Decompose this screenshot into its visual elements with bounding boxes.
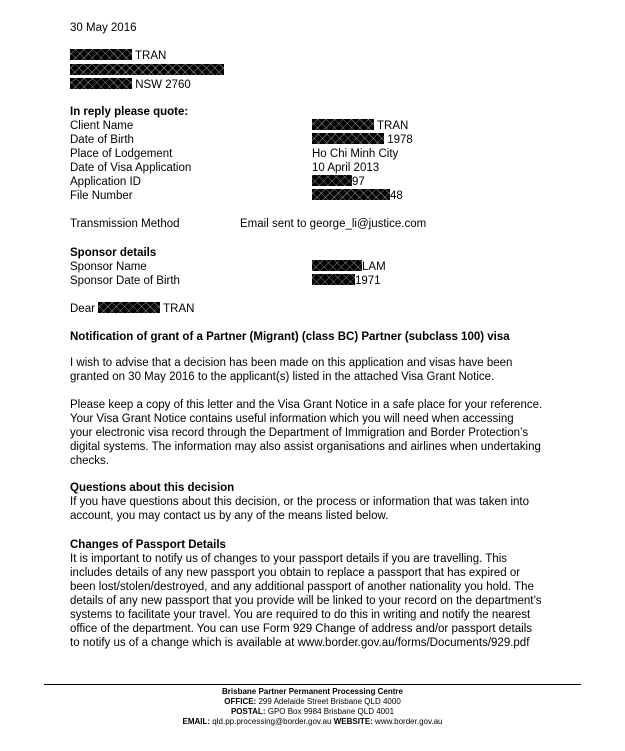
text-line: I wish to advise that a decision has been made on this application and visas have been [70,357,513,369]
salutation-surname: TRAN [163,303,195,315]
paragraph-keep-copy [70,398,560,468]
application-id-suffix: 97 [352,176,365,188]
paragraph-grant [70,356,560,384]
address-line-1 [70,49,166,63]
quote-value-client-name [312,119,408,133]
footer-office-value: 299 Adelaide Street Brisbane QLD 4000 [258,697,401,706]
address-line-3 [70,78,191,92]
redaction-block [98,302,160,313]
footer-email-value: qld.pp.processing@border.gov.au [212,717,332,726]
quote-label-lodgement: Place of Lodgement [70,148,173,160]
paragraph-questions [70,495,560,523]
footer-divider [44,684,581,685]
questions-heading: Questions about this decision [70,482,235,494]
passport-heading: Changes of Passport Details [70,539,226,551]
address-surname: TRAN [135,50,167,62]
text-line: to notify us of a change which is available at www.border.gov.au/forms/Documents/929.pdf [70,637,530,649]
footer-email-label: EMAIL: [182,717,211,726]
text-line: If you have questions about this decision, or the process or information that was taken into [70,496,529,508]
text-line: systems to facilitate your travel. You are required to do this in writing and notify the nearest [70,609,531,621]
letter-subject: Notification of grant of a Partner (Migrant) (class BC) Partner (subclass 100) visa [70,331,510,343]
redaction-block [70,64,224,75]
footer-office [0,697,625,707]
salutation-prefix: Dear [70,303,95,315]
address-state-postcode: NSW 2760 [135,79,191,91]
redaction-block [70,78,132,89]
footer-contact [0,717,625,727]
client-surname: TRAN [377,120,409,132]
text-line: digital systems. The information may also assist organisations and airlines when undertaking [70,441,541,453]
quote-label-application-id: Application ID [70,176,141,188]
text-line: checks. [70,455,109,467]
text-line: includes details of any new passport you obtain to replace a passport that has expired or [70,567,521,579]
letter-date: 30 May 2016 [70,22,137,34]
sponsor-dob-year: 1971 [355,275,381,287]
text-line: office of the department. You can use Form 929 Change of address and/or passport details [70,623,532,635]
sponsor-value-name [312,260,386,274]
quote-value-lodgement: Ho Chi Minh City [312,148,399,160]
redaction-block [70,49,132,60]
salutation [70,302,194,316]
quote-label-client-name: Client Name [70,120,134,132]
sponsor-value-dob [312,274,381,288]
quote-label-file-number: File Number [70,190,133,202]
footer-postal-value: GPO Box 9984 Brisbane QLD 4001 [267,707,395,716]
redaction-block [312,189,390,200]
quote-value-application-date: 10 April 2013 [312,162,380,174]
sponsor-heading: Sponsor details [70,247,157,259]
quote-label-application-date: Date of Visa Application [70,162,192,174]
quote-label-dob: Date of Birth [70,134,134,146]
footer-centre-name: Brisbane Partner Permanent Processing Centre [222,687,403,696]
redaction-block [312,260,362,271]
footer-postal-label: POSTAL: [230,707,266,716]
text-line: been lost/stolen/destroyed, and any additional passport of another nationality you hold. The [70,581,534,593]
footer-website-label: WEBSITE: [333,717,373,726]
sponsor-surname: LAM [362,261,386,273]
address-line-2 [70,64,224,78]
quote-value-file-number [312,189,403,203]
paragraph-passport [70,552,560,650]
transmission-label: Transmission Method [70,218,180,230]
text-line: Your Visa Grant Notice contains useful information which you will need when accessing [70,413,514,425]
quote-heading: In reply please quote: [70,106,189,118]
redaction-block [312,274,355,285]
sponsor-label-name: Sponsor Name [70,261,147,273]
text-line: It is important to notify us of changes to your passport details if you are travelling. This [70,553,508,565]
redaction-block [312,133,384,144]
text-line: Please keep a copy of this letter and the Visa Grant Notice in a safe place for your reference. [70,399,543,411]
redaction-block [312,119,374,130]
sponsor-label-dob: Sponsor Date of Birth [70,275,180,287]
text-line: account, you may contact us by any of the means listed below. [70,510,389,522]
quote-value-application-id [312,175,365,189]
footer-office-label: OFFICE: [224,697,257,706]
file-number-suffix: 48 [390,190,403,202]
text-line: details of any new passport that you provide will be linked to your record on the department’s [70,595,542,607]
text-line: granted on 30 May 2016 to the applicant(s) listed in the attached Visa Grant Notice. [70,371,495,383]
text-line: your electronic visa record through the Department of Immigration and Border Protection’s [70,427,529,439]
transmission-value: Email sent to george_li@justice.com [240,218,427,230]
dob-year: 1978 [387,134,413,146]
footer-postal [0,707,625,717]
redaction-block [312,175,352,186]
quote-value-dob [312,133,413,147]
footer-website-value: www.border.gov.au [375,717,443,726]
